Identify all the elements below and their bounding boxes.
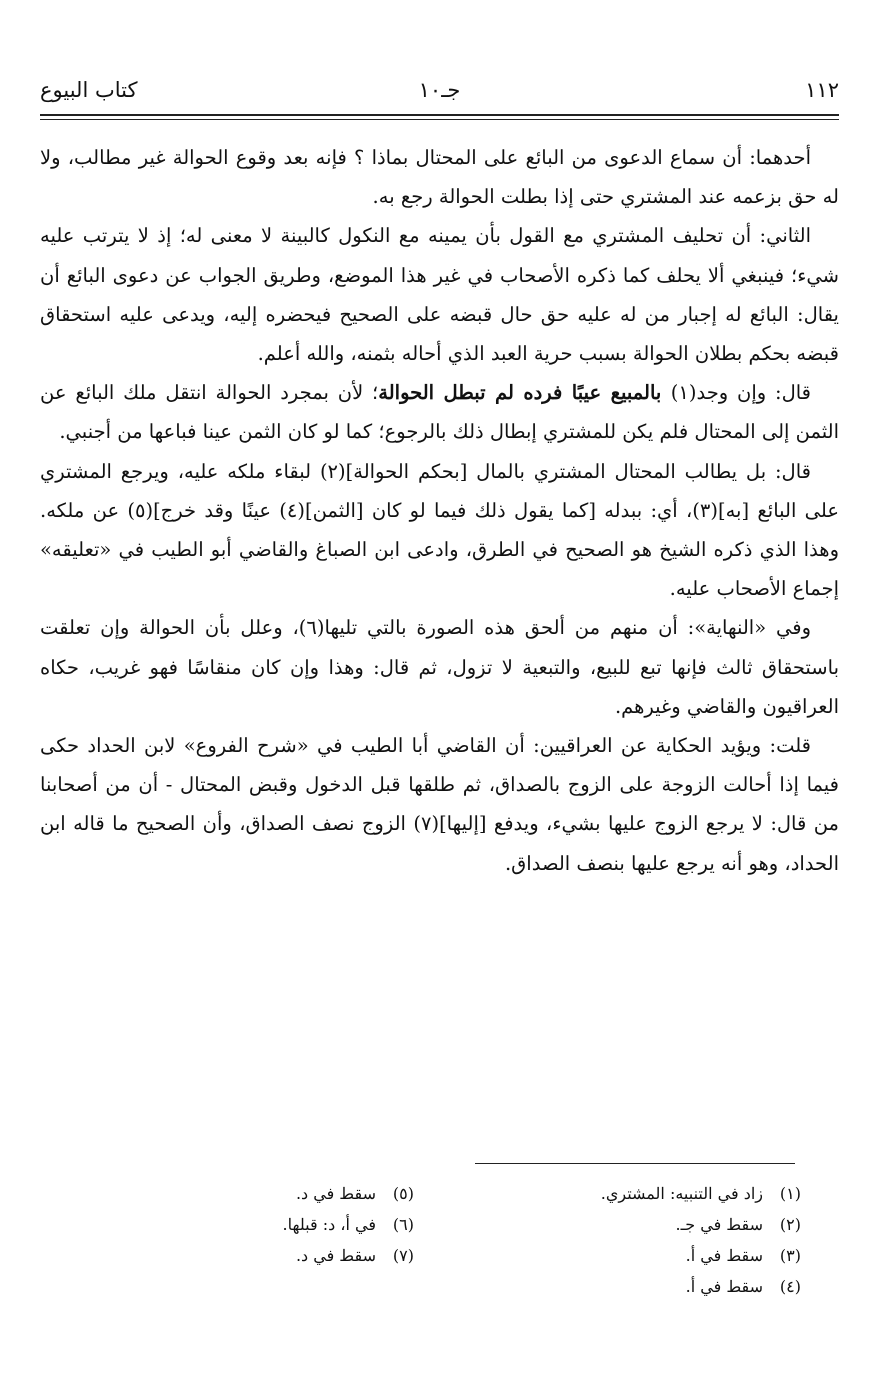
footnote-number: (٢) bbox=[779, 1215, 801, 1234]
footnotes-column-right bbox=[471, 1178, 801, 1302]
page-header bbox=[40, 74, 839, 110]
footnote-number: (٥) bbox=[392, 1184, 414, 1203]
paragraph: قلت: ويؤيد الحكاية عن العراقيين: أن القاضي أبا الطيب في «شرح الفروع» لابن الحداد حكى فيما إذا أحالت الزوجة على الزوج بالصداق، ثم طلقها قبل الدخول وقبض المحتال - أن من أصحابنا من قال: لا يرجع الزوج عليها بشيء، ويدفع [إليها](٧) الزوج نصف الصداق، وأن الصحيح ما قاله ابن الحداد، وهو أنه يرجع عليها بنصف الصداق. bbox=[40, 734, 839, 875]
bold-text: بالمبيع عيبًا فرده لم تبطل الحوالة bbox=[378, 381, 671, 405]
paragraph-text: قال: وإن وجد bbox=[696, 381, 811, 405]
footnote-number: (٤) bbox=[779, 1277, 801, 1296]
paragraph: وفي «النهاية»: أن منهم من ألحق هذه الصورة بالتي تليها(٦)، وعلل بأن الحوالة وإن تعلقت باستحقاق ثالث فإنها تبع للبيع، والتبعية لا تزول، ثم قال: وهذا وإن كان منقاسًا فهو غريب، حكاه العراقيون والقاضي وغيرهم. bbox=[40, 616, 839, 718]
paragraph-text: ؛ لأن بمجرد الحوالة انتقل ملك البائع عن الثمن إلى المحتال فلم يكن للمشتري إبطال ذلك بالرجوع؛ كما لو كان الثمن عينا فباعها من أجنبي. bbox=[40, 381, 839, 444]
footnote-text: زاد في التنبيه: المشتري. bbox=[600, 1184, 763, 1203]
footnote-text: في أ، د: قبلها. bbox=[282, 1215, 376, 1234]
book-title: كتاب البيوع bbox=[40, 78, 138, 102]
paragraph: الثاني: أن تحليف المشتري مع القول بأن يمينه مع النكول كالبينة لا معنى له؛ إذ لا يترتب عليه شيء؛ فينبغي ألا يحلف كما ذكره الأصحاب في غير هذا الموضع، وطريق الجواب عن دعوى البائع أن يقال: البائع له إجبار من له عليه حق حال قبضه على الصحيح فيحضره إليه، ويدعى عليه استحقاق قبضه بحكم بطلان الحوالة بسبب حرية العبد الذي أحاله بثمنه، والله أعلم. bbox=[40, 224, 839, 366]
paragraph: أحدهما: أن سماع الدعوى من البائع على المحتال بماذا ؟ فإنه بعد وقوع الحوالة غير مطالب، ولا له حق بزعمه عند المشتري حتى إذا بطلت الحوالة رجع به. bbox=[40, 146, 839, 209]
footnote-text: سقط في جـ. bbox=[675, 1215, 763, 1234]
footnote-number: (٣) bbox=[779, 1246, 801, 1265]
footnote-separator bbox=[475, 1163, 795, 1164]
footnote bbox=[471, 1240, 801, 1271]
footnote bbox=[471, 1178, 801, 1209]
footnote-number: (٧) bbox=[392, 1246, 414, 1265]
paragraph: قال: بل يطالب المحتال المشتري بالمال [بحكم الحوالة](٢) لبقاء ملكه عليه، ويرجع المشتري على البائع [به](٣)، أي: ببدله [كما يقول ذلك فيما لو كان [الثمن](٤) عينًا وقد خرج](٥) عن ملكه. وهذا الذي ذكره الشيخ هو الصحيح في الطرق، وادعى ابن الصباغ والقاضي أبو الطيب في «تعليقه» إجماع الأصحاب عليه. bbox=[40, 459, 840, 601]
footnote-text: سقط في أ. bbox=[685, 1277, 763, 1296]
footnote bbox=[471, 1209, 801, 1240]
footnote bbox=[471, 1271, 801, 1302]
footnote-mark: (١) bbox=[670, 381, 697, 405]
footnote bbox=[84, 1178, 414, 1209]
paragraph bbox=[40, 373, 839, 451]
header-rule-thick bbox=[40, 114, 839, 116]
footnote bbox=[84, 1240, 414, 1271]
footnote-number: (١) bbox=[779, 1184, 801, 1203]
footnote-number: (٦) bbox=[392, 1215, 414, 1234]
footnote-text: سقط في د. bbox=[295, 1246, 376, 1265]
footnote-text: سقط في د. bbox=[295, 1184, 376, 1203]
volume-number: جـ١٠ bbox=[418, 78, 461, 102]
header-rule-thin bbox=[40, 119, 839, 120]
page-number: ١١٢ bbox=[805, 78, 839, 102]
footnotes-column-left bbox=[84, 1178, 414, 1271]
footnote-text: سقط في أ. bbox=[685, 1246, 763, 1265]
main-text bbox=[40, 138, 839, 883]
footnote bbox=[84, 1209, 414, 1240]
